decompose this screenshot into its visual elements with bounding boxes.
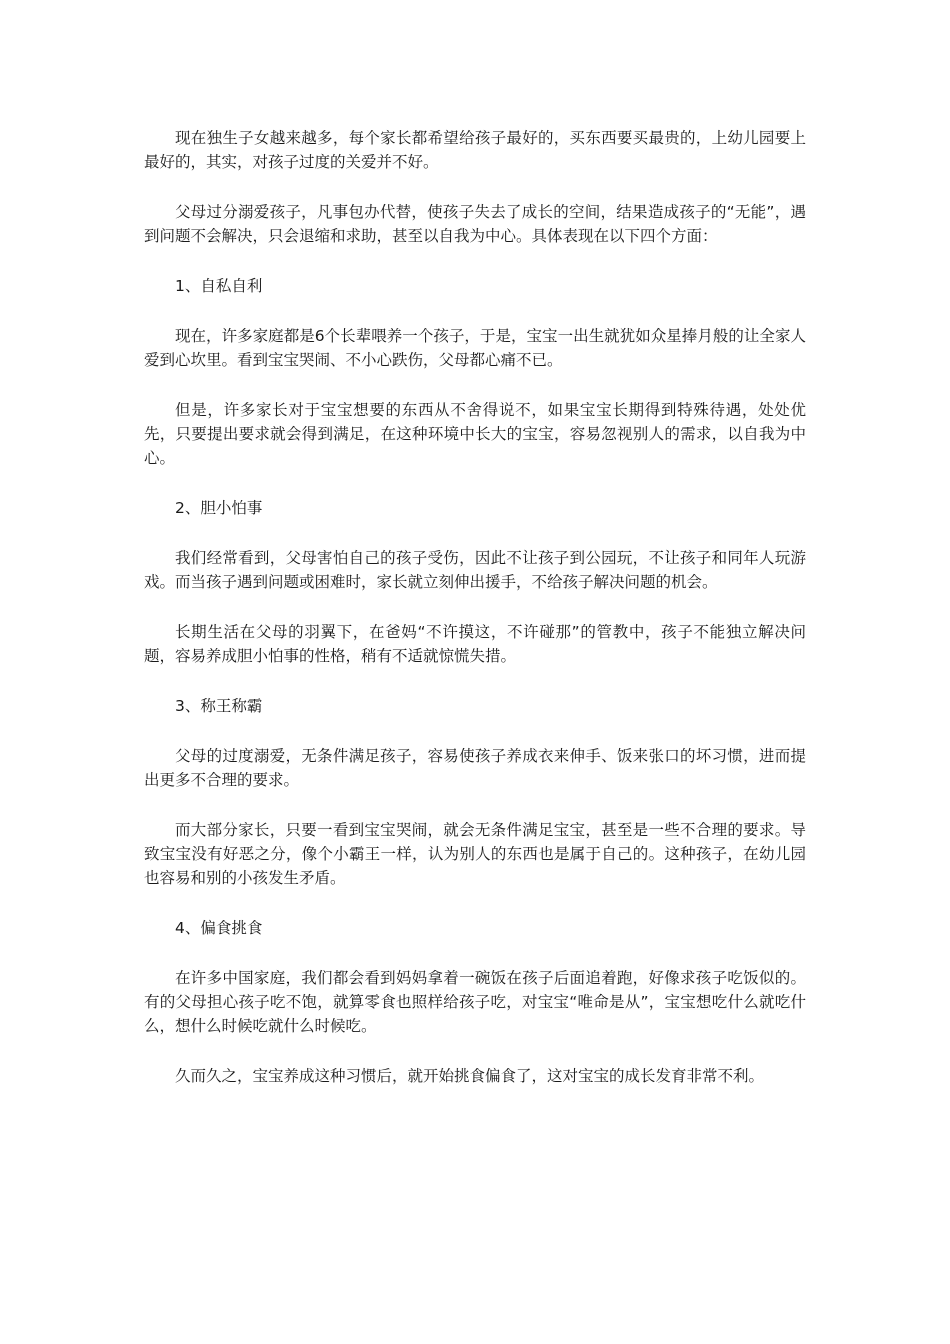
section-heading-2: 2、胆小怕事 xyxy=(175,499,263,517)
paragraph-timid-2: 长期生活在父母的羽翼下，在爸妈“不许摸这，不许碰那”的管教中，孩子不能独立解决问题，容易养成胆小怕事的性格，稍有不适就惊慌失措。 xyxy=(144,623,806,665)
section-heading-1: 1、自私自利 xyxy=(175,277,263,295)
paragraph-picky-1: 在许多中国家庭，我们都会看到妈妈拿着一碗饭在孩子后面追着跑，好像求孩子吃饭似的。有的父母担心孩子吃不饱，就算零食也照样给孩子吃，对宝宝“唯命是从”，宝宝想吃什么就吃什么，想什么时候吃就什么时候吃。 xyxy=(144,969,806,1035)
section-heading-3: 3、称王称霸 xyxy=(175,697,263,715)
paragraph-intro: 现在独生子女越来越多，每个家长都希望给孩子最好的，买东西要买最贵的，上幼儿园要上最好的，其实，对孩子过度的关爱并不好。 xyxy=(144,129,806,171)
paragraph-selfish-1: 现在，许多家庭都是6个长辈喂养一个孩子，于是，宝宝一出生就犹如众星捧月般的让全家人爱到心坎里。看到宝宝哭闹、不小心跌伤，父母都心痛不已。 xyxy=(144,327,806,369)
paragraph-domineering-2: 而大部分家长，只要一看到宝宝哭闹，就会无条件满足宝宝，甚至是一些不合理的要求。导致宝宝没有好恶之分，像个小霸王一样，认为别人的东西也是属于自己的。这种孩子，在幼儿园也容易和别的小孩发生矛盾。 xyxy=(144,821,806,887)
paragraph-overview: 父母过分溺爱孩子，凡事包办代替，使孩子失去了成长的空间，结果造成孩子的“无能”，遇到问题不会解决，只会退缩和求助，甚至以自我为中心。具体表现在以下四个方面： xyxy=(144,203,806,245)
paragraph-timid-1: 我们经常看到，父母害怕自己的孩子受伤，因此不让孩子到公园玩，不让孩子和同年人玩游戏。而当孩子遇到问题或困难时，家长就立刻伸出援手，不给孩子解决问题的机会。 xyxy=(144,549,806,591)
document-body xyxy=(144,126,806,1114)
section-heading-4: 4、偏食挑食 xyxy=(175,919,263,937)
paragraph-domineering-1: 父母的过度溺爱，无条件满足孩子，容易使孩子养成衣来伸手、饭来张口的坏习惯，进而提出更多不合理的要求。 xyxy=(144,747,806,789)
paragraph-selfish-2: 但是，许多家长对于宝宝想要的东西从不舍得说不，如果宝宝长期得到特殊待遇，处处优先，只要提出要求就会得到满足，在这种环境中长大的宝宝，容易忽视别人的需求，以自我为中心。 xyxy=(144,401,806,467)
paragraph-picky-2: 久而久之，宝宝养成这种习惯后，就开始挑食偏食了，这对宝宝的成长发育非常不利。 xyxy=(175,1067,765,1085)
